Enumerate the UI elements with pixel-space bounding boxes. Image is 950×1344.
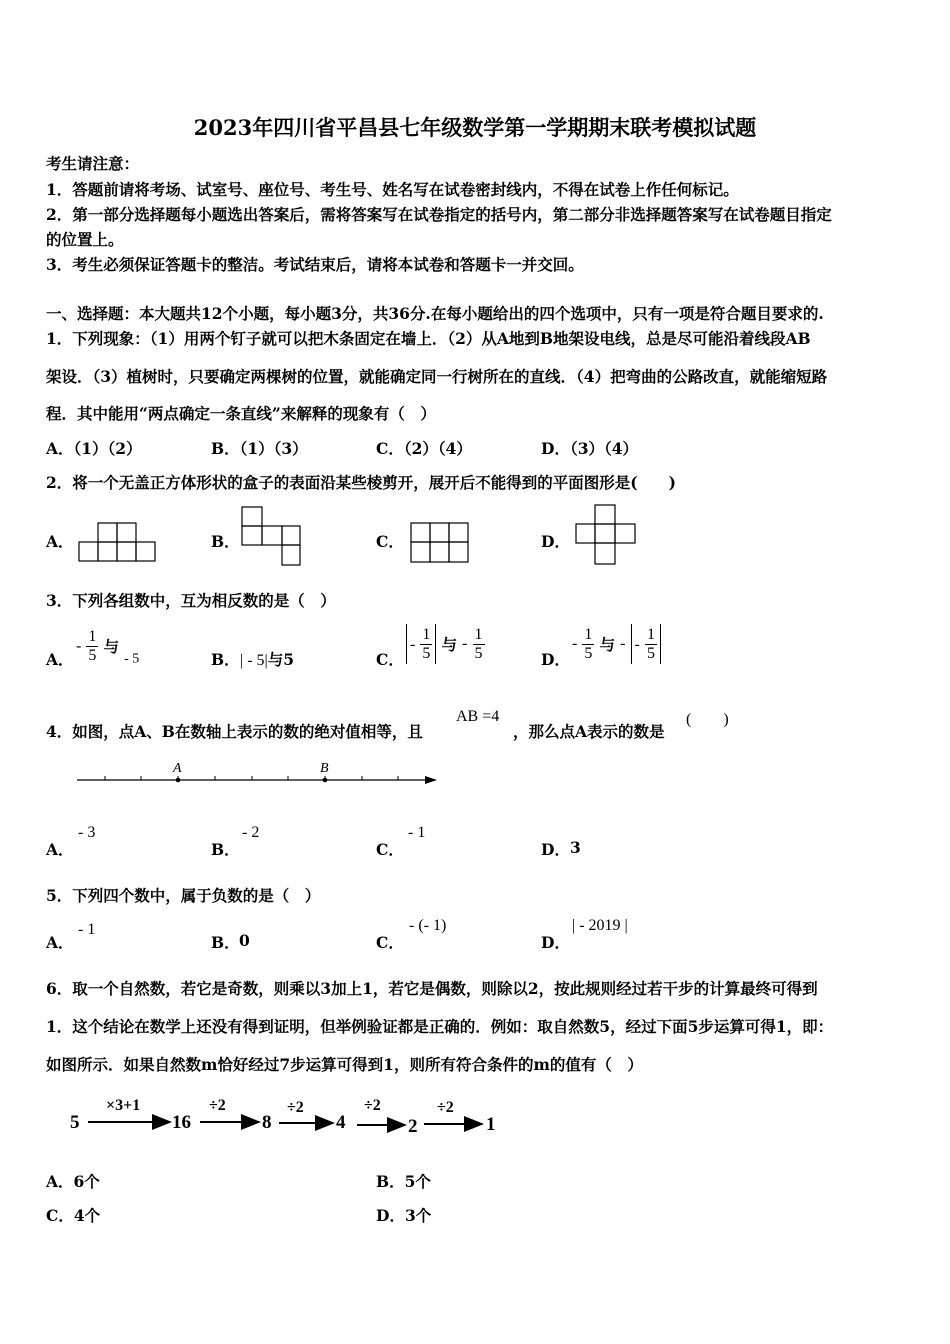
q4-label-c: C．: [376, 840, 404, 859]
q1-option-a: A．（1）（2）: [46, 439, 142, 458]
q2-net-c: [409, 521, 471, 565]
q5-label-a: A．: [46, 933, 74, 952]
q2-label-b: B．: [211, 532, 240, 551]
q6-option-b: B．5个: [376, 1172, 431, 1191]
q6-option-a: A．6个: [46, 1172, 100, 1191]
q1-line-1: 1．下列现象：（1）用两个钉子就可以把木条固定在墙上．（2）从A地到B地架设电线，总是尽可能沿着线段AB: [46, 329, 811, 348]
q2-label-d: D．: [541, 532, 570, 551]
q3-label-c: C．: [376, 650, 404, 669]
q3-option-b: | - 5|与5: [240, 650, 295, 669]
q5-value-d: | - 2019 |: [572, 917, 628, 934]
q6-operation-chain: [66, 1092, 506, 1140]
point-a-label: A: [173, 761, 182, 776]
q3-label-a: A．: [46, 650, 74, 669]
q4-label-d: D．: [541, 840, 570, 859]
q6-option-c: C．4个: [46, 1206, 101, 1225]
q5-value-b: 0: [239, 931, 250, 950]
chain-op: ×3+1: [106, 1097, 141, 1114]
chain-node: 8: [262, 1112, 272, 1133]
q1-option-c: C．（2）（4）: [376, 439, 472, 458]
q4-value-a: - 3: [78, 824, 96, 841]
chain-node: 5: [70, 1112, 80, 1133]
q5-label-b: B．: [211, 933, 240, 952]
q3-label-b: B．: [211, 650, 240, 669]
q6-option-d: D．3个: [376, 1206, 432, 1225]
number-line: [75, 756, 445, 792]
chain-op: ÷2: [437, 1099, 454, 1116]
chain-op: ÷2: [287, 1099, 304, 1116]
absolute-value: - $\frac{1}{5}$: [406, 624, 436, 664]
q1-option-d: D．（3）（4）: [541, 439, 639, 458]
point-b-label: B: [320, 761, 329, 776]
q1-option-b: B．（1）（3）: [211, 439, 308, 458]
fraction: $\frac{1}{5}$: [584, 625, 593, 662]
q5-label-d: D．: [541, 933, 570, 952]
q6-line-2: 1．这个结论在数学上还没有得到证明，但举例验证都是正确的．例如：取自然数5，经过下面5步运算可得1，即：: [46, 1017, 834, 1036]
point-b: [323, 778, 328, 783]
absolute-value: - $\frac{1}{5}$: [631, 624, 661, 664]
chain-op: ÷2: [364, 1097, 381, 1114]
notice-header: 考生请注意：: [46, 154, 140, 173]
chain-node: 16: [172, 1112, 191, 1133]
q3-option-d: - $\frac{1}{5}$ 与 - - $\frac{1}{5}$: [572, 624, 661, 664]
q2-net-a: [78, 521, 158, 563]
q3-label-d: D．: [541, 650, 570, 669]
q2-label-a: A．: [46, 532, 74, 551]
q2-net-b: [240, 505, 304, 569]
q4-label-b: B．: [211, 840, 240, 859]
q1-line-2: 架设．（3）植树时，只要确定两棵树的位置，就能确定同一行树所在的直线．（4）把弯曲的公路改直，就能缩短路: [46, 367, 828, 386]
q4-text-before: 4．如图，点A、B在数轴上表示的数的绝对值相等，且: [46, 722, 423, 741]
q4-value-d: 3: [570, 838, 581, 857]
q6-line-3: 如图所示．如果自然数m恰好经过7步运算可得到1，则所有符合条件的m的值有（ ）: [46, 1055, 643, 1074]
chain-node: 4: [336, 1112, 346, 1133]
q4-value-b: - 2: [242, 824, 260, 841]
q4-formula: AB =4: [456, 708, 500, 725]
notice-item-3: 3．考生必须保证答题卡的整洁。考试结束后，请将本试卷和答题卡一并交回。: [46, 255, 584, 274]
fraction: $\frac{1}{5}$: [474, 625, 483, 662]
q4-label-a: A．: [46, 840, 74, 859]
notice-item-1: 1．答题前请将考场、试室号、座位号、考生号、姓名写在试卷密封线内，不得在试卷上作任何标记。: [46, 180, 739, 199]
q3-text: 3．下列各组数中，互为相反数的是（ ）: [46, 591, 336, 610]
q4-paren: ( ): [686, 711, 729, 728]
q3-option-c: - $\frac{1}{5}$ 与 - $\frac{1}{5}$: [406, 624, 485, 664]
point-a: [176, 778, 181, 783]
q5-text: 5．下列四个数中，属于负数的是（ ）: [46, 886, 321, 905]
section-header: 一、选择题：本大题共12个小题，每小题3分，共36分.在每小题给出的四个选项中，只有一项是符合题目要求的.: [46, 304, 824, 323]
notice-item-2: 2．第一部分选择题每小题选出答案后，需将答案写在试卷指定的括号内，第二部分非选择题答案写在试卷题目指定: [46, 205, 832, 224]
q4-value-c: - 1: [408, 824, 426, 841]
q3-option-a: - $\frac{1}{5}$ 与 - 5: [76, 628, 140, 667]
q2-net-d: [574, 503, 638, 567]
q4-text-after: ，那么点A表示的数是: [513, 722, 665, 741]
q5-value-a: - 1: [78, 921, 96, 938]
page-title: 2023年四川省平昌县七年级数学第一学期期末联考模拟试题: [193, 115, 757, 140]
fraction: $\frac{1}{5}$: [88, 628, 97, 664]
minus-sign: -: [76, 637, 82, 655]
chain-op: ÷2: [209, 1097, 226, 1114]
notice-item-2-cont: 的位置上。: [46, 230, 124, 249]
q2-label-c: C．: [376, 532, 404, 551]
q6-line-1: 6．取一个自然数，若它是奇数，则乘以3加上1，若它是偶数，则除以2，按此规则经过若干步的计算最终可得到: [46, 979, 818, 998]
chain-node: 2: [408, 1116, 418, 1137]
q5-value-c: - (- 1): [409, 917, 447, 934]
chain-node: 1: [486, 1114, 496, 1135]
q1-line-3: 程．其中能用“两点确定一条直线”来解释的现象有（ ）: [46, 404, 436, 423]
q5-label-c: C．: [376, 933, 404, 952]
q2-text: 2．将一个无盖正方体形状的盒子的表面沿某些棱剪开，展开后不能得到的平面图形是( ): [46, 473, 676, 492]
